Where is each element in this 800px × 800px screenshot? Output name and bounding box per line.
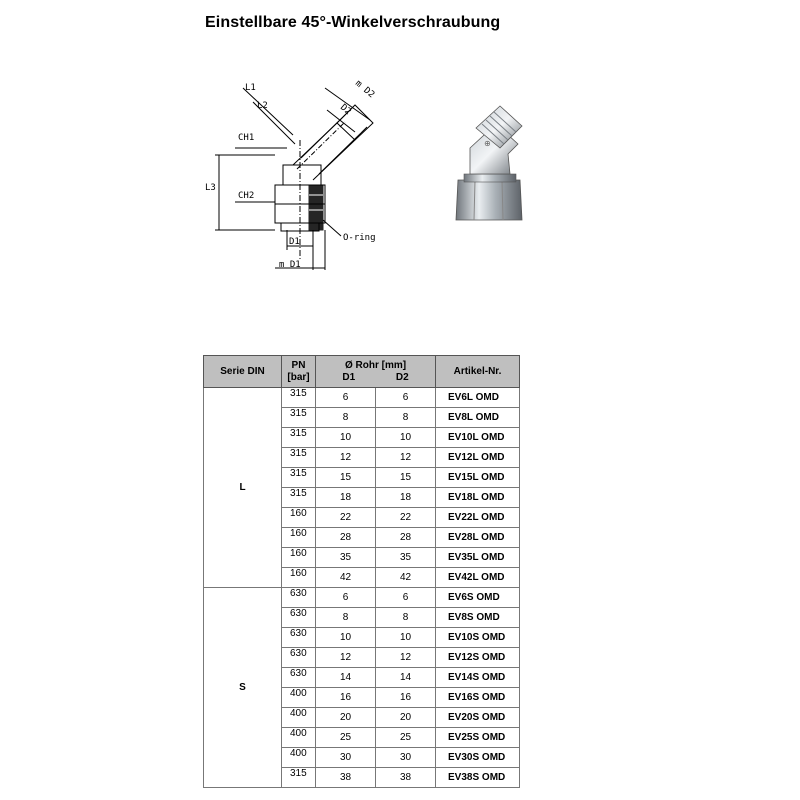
- pn-cell: 400: [282, 688, 316, 708]
- d2-cell: 28: [376, 528, 436, 548]
- table-header-row: [204, 356, 520, 388]
- dim-label-d1: D1: [289, 237, 300, 247]
- dim-label-l2: L2: [257, 101, 268, 111]
- d1-cell: 20: [316, 708, 376, 728]
- artikel-cell: EV20S OMD: [436, 708, 520, 728]
- d1-cell: 8: [316, 608, 376, 628]
- d1-cell: 35: [316, 548, 376, 568]
- spec-table: [203, 355, 520, 788]
- section-hatch: [309, 185, 323, 230]
- d2-cell: 30: [376, 748, 436, 768]
- pn-cell: 315: [282, 388, 316, 408]
- d1-cell: 10: [316, 428, 376, 448]
- artikel-cell: EV18L OMD: [436, 488, 520, 508]
- artikel-cell: EV28L OMD: [436, 528, 520, 548]
- table-row: [204, 388, 520, 408]
- pn-cell: 630: [282, 628, 316, 648]
- artikel-cell: EV38S OMD: [436, 768, 520, 788]
- artikel-cell: EV8L OMD: [436, 408, 520, 428]
- d2-cell: 12: [376, 648, 436, 668]
- dim-label-l1: L1: [245, 83, 256, 93]
- d1-cell: 16: [316, 688, 376, 708]
- pn-cell: 630: [282, 668, 316, 688]
- serie-cell: S: [204, 588, 282, 788]
- dim-label-m-d1: m D1: [279, 260, 301, 270]
- artikel-cell: EV15L OMD: [436, 468, 520, 488]
- dim-label-m-d2: m D2: [353, 78, 377, 101]
- artikel-cell: EV35L OMD: [436, 548, 520, 568]
- pn-cell: 630: [282, 648, 316, 668]
- pn-cell: 315: [282, 408, 316, 428]
- d1-cell: 15: [316, 468, 376, 488]
- svg-text:⊕: ⊕: [484, 139, 491, 148]
- serie-cell: L: [204, 388, 282, 588]
- header-artikel: Artikel-Nr.: [436, 356, 520, 388]
- d2-cell: 35: [376, 548, 436, 568]
- pn-cell: 400: [282, 708, 316, 728]
- pn-cell: 160: [282, 548, 316, 568]
- header-pn: [282, 356, 316, 388]
- dim-label-l3: L3: [205, 183, 216, 193]
- d1-cell: 18: [316, 488, 376, 508]
- header-d2: D2: [395, 371, 409, 383]
- artikel-cell: EV30S OMD: [436, 748, 520, 768]
- d2-cell: 10: [376, 628, 436, 648]
- d2-cell: 22: [376, 508, 436, 528]
- artikel-cell: EV6S OMD: [436, 588, 520, 608]
- product-photo: [430, 100, 540, 235]
- d1-cell: 22: [316, 508, 376, 528]
- d2-cell: 15: [376, 468, 436, 488]
- artikel-cell: EV14S OMD: [436, 668, 520, 688]
- d2-cell: 10: [376, 428, 436, 448]
- pn-cell: 160: [282, 568, 316, 588]
- dim-label-ch1: CH1: [238, 133, 255, 143]
- header-d1: D1: [342, 371, 356, 383]
- dim-label-d2: D2: [338, 102, 353, 118]
- header-pn-label: PN: [291, 359, 306, 371]
- d2-cell: 42: [376, 568, 436, 588]
- d2-cell: 16: [376, 688, 436, 708]
- artikel-cell: EV25S OMD: [436, 728, 520, 748]
- pn-cell: 315: [282, 448, 316, 468]
- pn-cell: 160: [282, 508, 316, 528]
- artikel-cell: EV12S OMD: [436, 648, 520, 668]
- d1-cell: 6: [316, 388, 376, 408]
- d1-cell: 12: [316, 448, 376, 468]
- d2-cell: 6: [376, 388, 436, 408]
- d1-cell: 6: [316, 588, 376, 608]
- d2-cell: 8: [376, 608, 436, 628]
- artikel-cell: EV8S OMD: [436, 608, 520, 628]
- d1-cell: 12: [316, 648, 376, 668]
- d1-cell: 30: [316, 748, 376, 768]
- nut-shape: [456, 180, 522, 220]
- page-title: Einstellbare 45°-Winkelverschraubung: [205, 14, 501, 31]
- d1-cell: 10: [316, 628, 376, 648]
- d2-cell: 8: [376, 408, 436, 428]
- technical-drawing: [205, 70, 405, 275]
- d2-cell: 25: [376, 728, 436, 748]
- pn-cell: 315: [282, 428, 316, 448]
- artikel-cell: EV22L OMD: [436, 508, 520, 528]
- table-row: [204, 588, 520, 608]
- artikel-cell: EV12L OMD: [436, 448, 520, 468]
- artikel-cell: EV16S OMD: [436, 688, 520, 708]
- d2-cell: 20: [376, 708, 436, 728]
- d2-cell: 6: [376, 588, 436, 608]
- pn-cell: 160: [282, 528, 316, 548]
- dim-label-ch2: CH2: [238, 191, 255, 201]
- pn-cell: 315: [282, 488, 316, 508]
- pn-cell: 400: [282, 748, 316, 768]
- pn-cell: 630: [282, 588, 316, 608]
- d1-cell: 25: [316, 728, 376, 748]
- pn-cell: 315: [282, 468, 316, 488]
- artikel-cell: EV10S OMD: [436, 628, 520, 648]
- pn-cell: 630: [282, 608, 316, 628]
- d2-cell: 18: [376, 488, 436, 508]
- d1-cell: 14: [316, 668, 376, 688]
- header-pn-unit: [bar]: [287, 371, 310, 383]
- pn-cell: 315: [282, 768, 316, 788]
- d1-cell: 8: [316, 408, 376, 428]
- d1-cell: 38: [316, 768, 376, 788]
- d2-cell: 14: [376, 668, 436, 688]
- angled-arm-outline: [293, 123, 355, 180]
- header-rohr: [316, 356, 436, 388]
- pn-cell: 400: [282, 728, 316, 748]
- artikel-cell: EV6L OMD: [436, 388, 520, 408]
- artikel-cell: EV42L OMD: [436, 568, 520, 588]
- header-rohr-label: Ø Rohr [mm]: [344, 359, 407, 371]
- d1-cell: 28: [316, 528, 376, 548]
- dim-label-oring: O-ring: [343, 233, 376, 243]
- artikel-cell: EV10L OMD: [436, 428, 520, 448]
- d2-cell: 12: [376, 448, 436, 468]
- table-body: [204, 388, 520, 788]
- header-serie: Serie DIN: [204, 356, 282, 388]
- d2-cell: 38: [376, 768, 436, 788]
- d1-cell: 42: [316, 568, 376, 588]
